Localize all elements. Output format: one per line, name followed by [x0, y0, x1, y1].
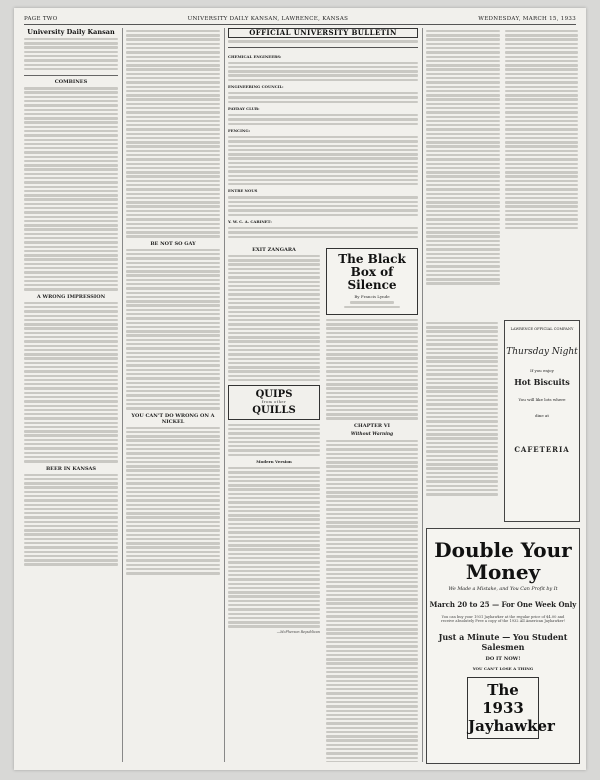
- serial-chapter-title: Without Warning: [350, 431, 394, 437]
- cafeteria-item: Hot Biscuits: [514, 377, 570, 387]
- cafeteria-day: Thursday Night: [506, 347, 578, 357]
- staff-box: [24, 38, 118, 70]
- subcolumn-right: [326, 244, 418, 762]
- article-text: [126, 427, 220, 575]
- jayhawker-dates: March 20 to 25 — For One Week Only: [429, 600, 577, 609]
- subcolumn-left: [228, 244, 320, 762]
- quips-source: —McPherson Republican: [276, 629, 320, 634]
- masthead: [24, 28, 118, 76]
- heading-be-not-so-gay: BE NOT SO GAY: [150, 240, 196, 247]
- jayhawker-cant-lose: YOU CAN'T LOSE A THING: [472, 665, 534, 671]
- column-story-left-lower: [426, 320, 498, 520]
- jayhawker-headline: Double Your Money: [434, 538, 572, 584]
- bulletin-item: ENGINEERING COUNCIL:: [228, 84, 284, 90]
- jayhawker-ad: [426, 528, 580, 764]
- bulletin-item: ENTRE NOUS: [228, 188, 258, 194]
- quips-item-heading: Modern Version: [256, 459, 292, 465]
- editorial-heading-beer: BEER IN KANSAS: [45, 465, 97, 472]
- serial-illustrator: [330, 301, 414, 308]
- editorial-text: [24, 302, 118, 463]
- article-text: [126, 249, 220, 410]
- serial-box: [326, 248, 418, 315]
- jayhawker-do-it-now: DO IT NOW!: [485, 655, 521, 662]
- paper-name: UNIVERSITY DAILY KANSAN, LAWRENCE, KANSAS: [187, 16, 349, 22]
- column-bulletin: [228, 28, 418, 762]
- editorial-text: [24, 87, 118, 291]
- jayhawker-salesmen: Just a Minute — You Student Salesmen: [438, 631, 568, 652]
- quips-from: from other: [261, 400, 287, 405]
- page-number: PAGE TWO: [24, 16, 58, 22]
- serial-chapter: CHAPTER VI: [354, 422, 390, 429]
- heading-nickel: YOU CAN'T DO WRONG ON A NICKEL: [131, 412, 215, 425]
- issue-date: WEDNESDAY, MARCH 15, 1933: [478, 16, 576, 22]
- editorial-heading-combines: COMBINES: [54, 79, 88, 86]
- article-text: [126, 30, 220, 238]
- bulletin-item: PAYDAY CLUB:: [228, 106, 260, 112]
- bulletin-subtitle: [228, 40, 418, 47]
- editorial-heading-wrong-impression: A WRONG IMPRESSION: [36, 293, 106, 300]
- newspaper-page: [14, 8, 586, 770]
- bulletin-title: OFFICIAL UNIVERSITY BULLETIN: [228, 28, 418, 38]
- column-story-right: [426, 28, 578, 318]
- serial-author: By Francis Lynde: [354, 293, 390, 299]
- column-rule: [122, 28, 123, 762]
- bulletin-item: Y. W. C. A. CABINET:: [228, 219, 272, 224]
- cafeteria-line-b: You will like lots where: [518, 397, 566, 402]
- column-rule: [422, 28, 423, 762]
- serial-title: The Black Box of Silence: [338, 251, 406, 292]
- column-two: [126, 28, 220, 762]
- cafeteria-line-a: If you enjoy: [530, 368, 554, 373]
- bulletin-item: CHEMICAL ENGINEERS:: [228, 53, 282, 59]
- jayhawker-book: The 1933 Jayhawker: [467, 677, 539, 739]
- jayhawker-body: You can buy your 1931 Jayhawker at the regular price of $4.00 and receive absolutely Free a copy of the 1932 All American Jayhawker!: [441, 615, 565, 624]
- masthead-title: University Daily Kansan: [27, 28, 115, 36]
- cafeteria-ad: [504, 320, 580, 522]
- jayhawker-tagline: We Made a Mistake, and You Can Profit by It: [448, 587, 558, 592]
- quips-box: [228, 385, 320, 419]
- bulletin-item: FENCING:: [228, 128, 250, 133]
- bulletin-items-left: [228, 51, 418, 240]
- page-header: [24, 14, 576, 25]
- column-rule: [224, 28, 225, 762]
- editorial-text: [24, 474, 118, 566]
- column-editorial: [24, 28, 118, 762]
- heading-exit-zangara: EXIT ZANGARA: [252, 246, 296, 253]
- cafeteria-name: CAFETERIA: [514, 445, 570, 454]
- quips-quills: QUILLS: [252, 404, 296, 416]
- quips-title: QUIPS: [255, 389, 293, 401]
- cafeteria-sponsor: LAWRENCE OFFICIAL COMPANY: [510, 327, 574, 331]
- cafeteria-line-c: dine at: [534, 413, 550, 418]
